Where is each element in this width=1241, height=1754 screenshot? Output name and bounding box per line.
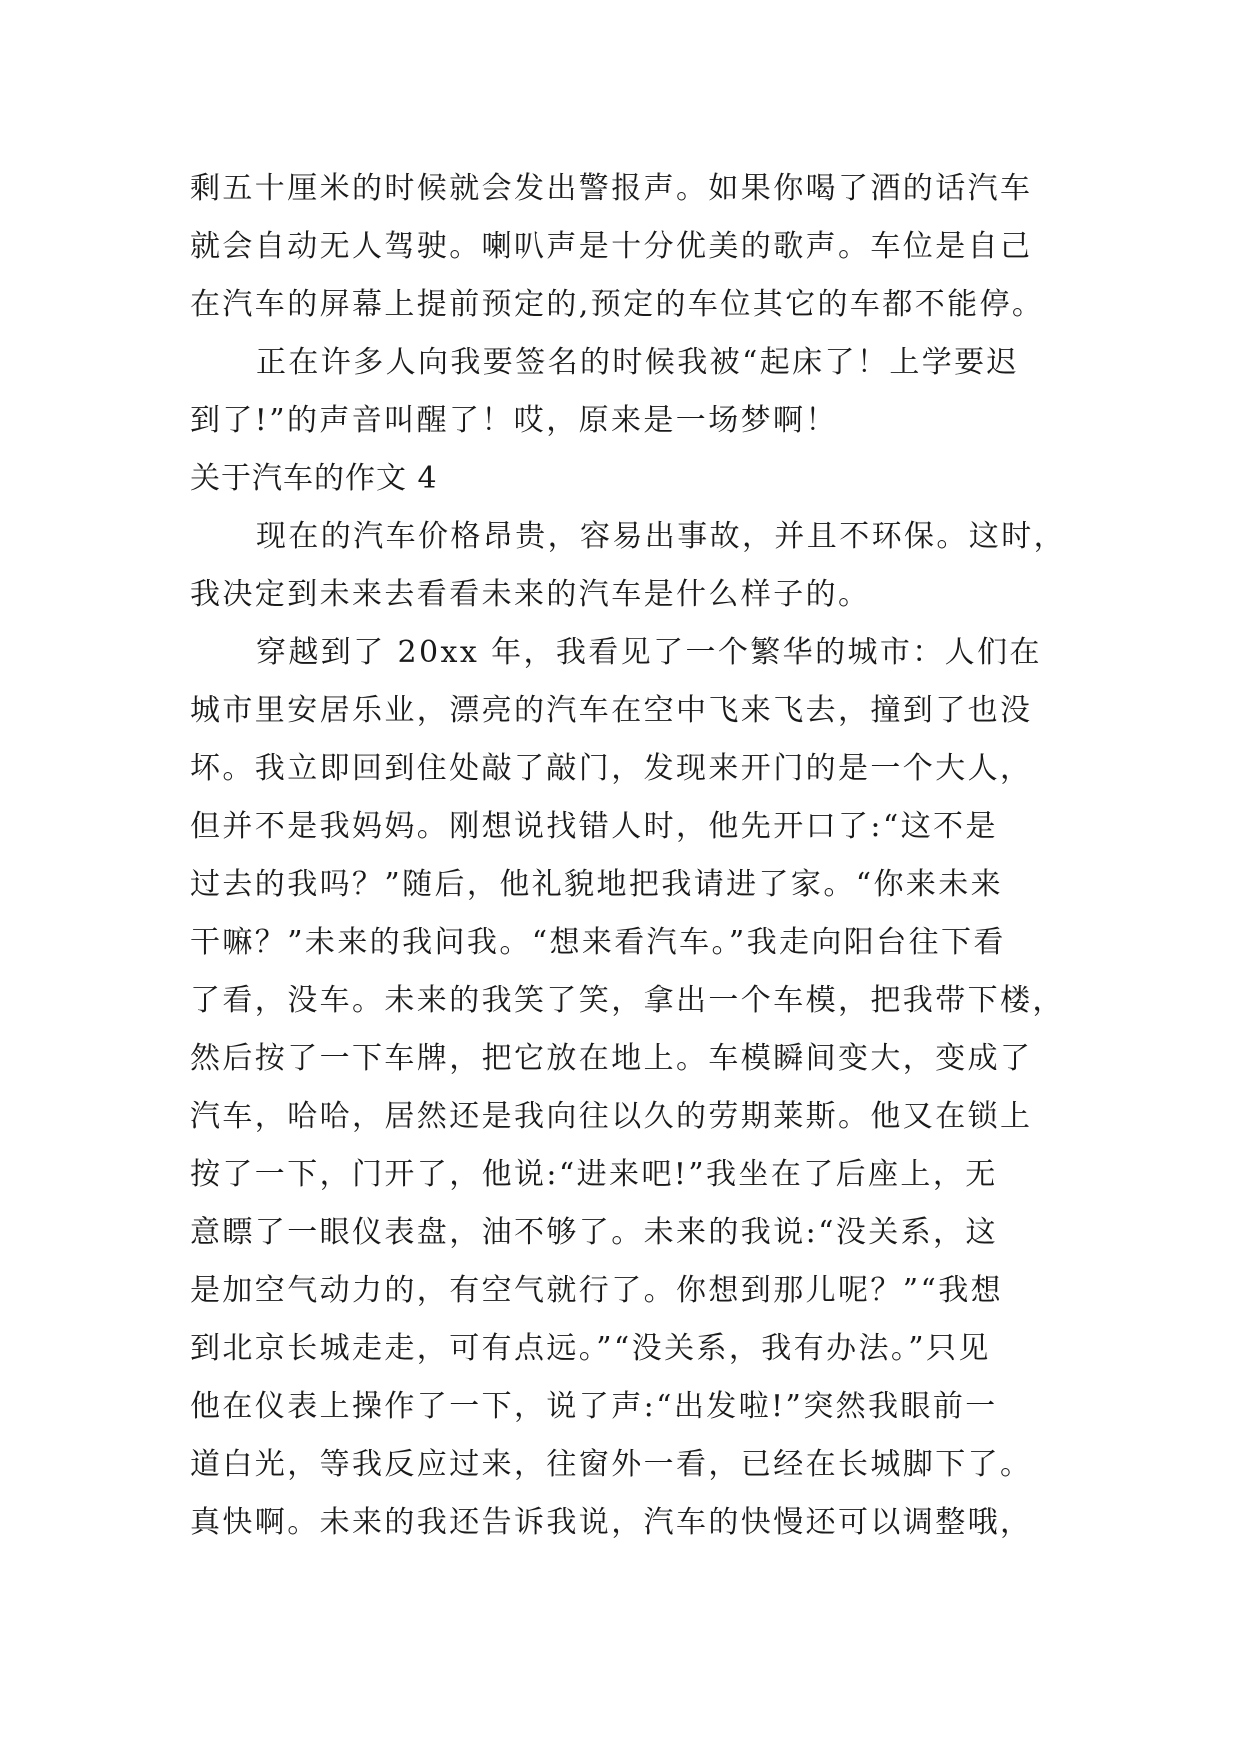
paragraph-story [190, 624, 1090, 1552]
text-line: 就会自动无人驾驶。喇叭声是十分优美的歌声。车位是自己 [190, 229, 1033, 264]
text-line: 剩五十厘米的时候就会发出警报声。如果你喝了酒的话汽车 [190, 171, 1033, 206]
text-line: 到北京长城走走，可有点远。”“没关系，我有办法。”只见 [190, 1331, 991, 1366]
text-line: 意瞟了一眼仪表盘，油不够了。未来的我说:“没关系，这 [190, 1215, 998, 1250]
text-line: 干嘛？”未来的我问我。“想来看汽车。”我走向阳台往下看 [190, 925, 1006, 960]
text-line: 城市里安居乐业，漂亮的汽车在空中飞来飞去，撞到了也没 [190, 693, 1033, 728]
text-line: 正在许多人向我要签名的时候我被“起床了！上学要迟 [256, 345, 1019, 380]
text-line: 真快啊。未来的我还告诉我说，汽车的快慢还可以调整哦， [190, 1505, 1033, 1540]
text-line: 过去的我吗？”随后，他礼貌地把我请进了家。“你来未来 [190, 867, 1004, 902]
text-line: 了看，没车。未来的我笑了笑，拿出一个车模，把我带下楼， [190, 983, 1065, 1018]
text-line: 道白光，等我反应过来，往窗外一看，已经在长城脚下了。 [190, 1447, 1033, 1482]
paragraph-continued [190, 160, 1090, 334]
text-line: 到了!”的声音叫醒了！哎，原来是一场梦啊！ [190, 403, 838, 438]
text-line: 是加空气动力的，有空气就行了。你想到那儿呢？”“我想 [190, 1273, 1004, 1308]
text-line: 坏。我立即回到住处敲了敲门，发现来开门的是一个大人， [190, 751, 1033, 786]
text-line: 穿越到了 20xx 年，我看见了一个繁华的城市：人们在 [256, 635, 1042, 670]
text-line: 然后按了一下车牌，把它放在地上。车模瞬间变大，变成了 [190, 1041, 1033, 1076]
text-line: 按了一下，门开了，他说:“进来吧!”我坐在了后座上，无 [190, 1157, 998, 1192]
text-line: 但并不是我妈妈。刚想说找错人时，他先开口了:“这不是 [190, 809, 998, 844]
text-line: 他在仪表上操作了一下，说了声:“出发啦!”突然我眼前一 [190, 1389, 998, 1424]
text-line: 汽车，哈哈，居然还是我向往以久的劳期莱斯。他又在锁上 [190, 1099, 1033, 1134]
paragraph-dream-ending [190, 334, 1090, 450]
text-line: 现在的汽车价格昂贵，容易出事故，并且不环保。这时， [256, 519, 1066, 554]
text-line: 我决定到未来去看看未来的汽车是什么样子的。 [190, 577, 871, 612]
document-body [190, 160, 1090, 1552]
text-line: 在汽车的屏幕上提前预定的,预定的车位其它的车都不能停。 [190, 287, 1045, 322]
paragraph-intro [190, 508, 1090, 624]
section-heading [190, 450, 1090, 508]
heading-text: 关于汽车的作文 4 [190, 461, 438, 496]
